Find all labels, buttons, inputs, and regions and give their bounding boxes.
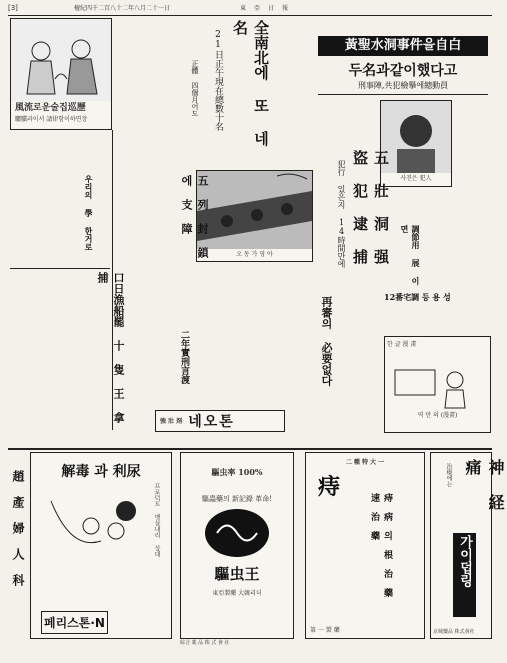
center-photo — [196, 170, 313, 262]
dateline: 檀紀四千二百八十二年八月二十一日 — [74, 5, 171, 12]
col2-note: 正體 四個月어도 — [191, 60, 199, 117]
cartoon-box — [384, 336, 491, 433]
left-feature — [10, 18, 112, 130]
feature-title: 風流로운술집巡歷 — [15, 103, 86, 113]
body-text — [12, 272, 88, 427]
body-text — [114, 18, 174, 128]
clinic-line1: 프로덕트 뱃살내리 상대 — [153, 483, 160, 557]
center-side2: 二年實刑言渡 — [179, 330, 189, 384]
center-side3: 調節用 展 이 면 — [400, 225, 421, 285]
worm-bottom: 東亞製藥 大韓리더 — [212, 590, 262, 597]
worm-ad — [180, 452, 294, 639]
col2-headline: 全南北에 또 네名 — [231, 20, 270, 146]
worm-illustration — [181, 503, 293, 563]
cold-maker: 第 一 製 藥 — [310, 627, 340, 634]
left-h1: 우리의 學 한거로 — [84, 175, 94, 251]
clinic-ad — [30, 452, 172, 639]
neuralgia-ad — [430, 452, 505, 639]
center-headline: 五 壯 洞 强 盜 犯 逮 捕 — [351, 150, 390, 264]
col2-subhead: 21日正午現在總數十名 — [213, 30, 223, 131]
feature-illustration — [11, 19, 111, 101]
lead-rule — [318, 94, 488, 95]
center-subhead: 犯行 있은지 14時間만에 — [337, 160, 346, 268]
cold-brand: 痔 — [318, 474, 341, 500]
clinic-title: 解毒 과 利尿 — [61, 464, 141, 480]
lead-headline: 두名과같이했다고 — [348, 63, 458, 79]
cartoon-title: 한 글 漫 畫 — [387, 341, 417, 348]
ads-divider — [8, 448, 492, 450]
cartoon-caption: 역 만 의 (漫畫) — [417, 412, 458, 419]
clinic-org: 趙 產 婦 人 科 — [11, 470, 25, 586]
body-text — [336, 296, 378, 416]
body-text — [178, 22, 188, 152]
neuralgia-title: 神 経 痛 — [463, 459, 505, 510]
body-text — [318, 98, 372, 148]
body-text — [118, 280, 308, 430]
center-side1: 再審의 必要없다 — [320, 296, 333, 386]
left-h2: 口日漁船罷 十 隻 王 拿 捕 — [96, 272, 125, 423]
feature-sub: 驪驥과이서 請律함이하면장 — [15, 116, 88, 123]
body-text — [118, 135, 174, 275]
crowd-photo — [197, 171, 312, 249]
neuralgia-sub: 治療에는 — [445, 463, 452, 487]
left-h3: 五 列 封 鎖 에 支 障 — [180, 175, 209, 258]
strip-ad-small: 強 壯 剤 — [160, 417, 183, 425]
body-text — [455, 100, 491, 285]
bottle-illustration — [31, 481, 171, 571]
lead-subhead: 刑事陣,共犯檢擧에總動員 — [357, 81, 449, 90]
masthead-rule — [8, 15, 492, 16]
worm-foot: 綜合 薬 品 株 式 會 社 — [180, 640, 230, 646]
neuralgia-maker: 京城藥品 株式會社 — [433, 629, 475, 635]
body-text — [384, 304, 489, 334]
page-number: [3] — [8, 4, 18, 12]
lead-kicker: 黃聖水洞事件을自白 — [318, 36, 488, 56]
right-small-title: 12番宅調 등 용 성 — [384, 292, 451, 302]
strip-ad — [155, 410, 285, 432]
cartoon-image — [385, 350, 485, 410]
worm-mid: 驅蟲藥의 新記錄 革命! — [201, 495, 273, 503]
strip-ad-brand: 네오톤 — [188, 414, 235, 430]
worm-top: 驅虫率 100% — [211, 467, 263, 477]
cold-top: 二 種 特 大 一 — [345, 459, 385, 466]
worm-brand: 驅虫王 — [214, 565, 260, 583]
left-section-rule — [10, 268, 110, 269]
neuralgia-brand: 가이덥링 — [453, 533, 476, 617]
paper-name: 東亞日報 — [240, 5, 297, 12]
cold-ad — [305, 452, 425, 639]
clinic-brand: 페리스톤·N — [41, 611, 108, 634]
cold-line: 痔 病 의 根 治 藥 速 治 藥 — [369, 493, 392, 597]
body-text — [12, 135, 78, 265]
lead-photo-caption: 사진은 犯人 — [400, 175, 432, 182]
center-photo-caption: 오 동 가 영 아 — [236, 251, 273, 258]
